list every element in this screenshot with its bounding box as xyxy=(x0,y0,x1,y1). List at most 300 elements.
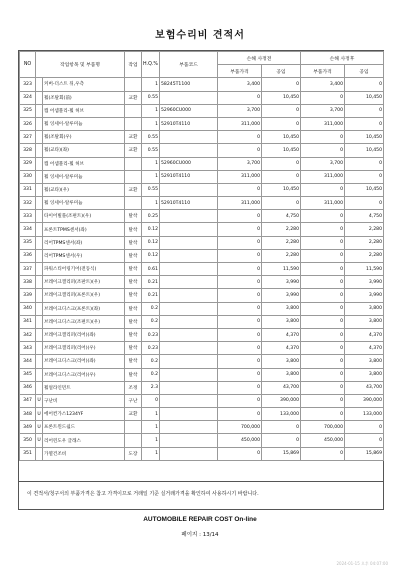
row-part-name: 캡 어셈블리-휠 허브 xyxy=(43,157,125,170)
row-hq: 1 xyxy=(142,197,160,210)
row-work xyxy=(125,157,142,170)
row-before-part-price: 0 xyxy=(218,447,262,460)
row-after-labor: 4,370 xyxy=(345,328,384,341)
row-part-name: 타이어빌플(조편트)(우) xyxy=(43,210,125,223)
row-no: 334 xyxy=(20,223,36,236)
row-after-labor: 3,800 xyxy=(345,355,384,368)
row-part-name: 브레이크디스크(조편트)(우) xyxy=(43,315,125,328)
table-row xyxy=(20,78,384,91)
table-row xyxy=(20,223,384,236)
row-before-part-price: 0 xyxy=(218,249,262,262)
row-after-part-price: 311,000 xyxy=(301,197,345,210)
row-after-labor: 2,280 xyxy=(345,223,384,236)
row-part-code xyxy=(160,421,218,434)
table-row xyxy=(20,117,384,130)
row-no: 342 xyxy=(20,328,36,341)
row-before-part-price: 0 xyxy=(218,381,262,394)
row-hq: 1 xyxy=(142,434,160,447)
row-mark xyxy=(36,197,43,210)
table-row xyxy=(20,381,384,394)
row-hq: 2.3 xyxy=(142,381,160,394)
row-work: 교환 xyxy=(125,144,142,157)
row-no: 343 xyxy=(20,342,36,355)
row-after-labor: 0 xyxy=(345,434,384,447)
row-no: 344 xyxy=(20,355,36,368)
row-before-part-price: 0 xyxy=(218,289,262,302)
row-no: 341 xyxy=(20,315,36,328)
row-part-code xyxy=(160,381,218,394)
row-after-labor: 2,280 xyxy=(345,236,384,249)
row-before-labor: 4,750 xyxy=(262,210,301,223)
row-before-labor: 10,450 xyxy=(262,144,301,157)
table-row xyxy=(20,197,384,210)
row-part-code xyxy=(160,447,218,460)
row-hq: 1 xyxy=(142,447,160,460)
row-work: 구난 xyxy=(125,394,142,407)
table-row xyxy=(20,302,384,315)
row-after-labor: 0 xyxy=(345,117,384,130)
estimate-table xyxy=(19,51,384,461)
row-before-part-price: 0 xyxy=(218,210,262,223)
row-before-labor: 4,370 xyxy=(262,328,301,341)
row-before-labor: 10,450 xyxy=(262,131,301,144)
row-part-code xyxy=(160,236,218,249)
row-work: 탈착 xyxy=(125,223,142,236)
row-work xyxy=(125,104,142,117)
row-part-name: 휠(조탈회(우) xyxy=(43,131,125,144)
row-after-labor: 4,370 xyxy=(345,342,384,355)
row-part-code xyxy=(160,394,218,407)
row-hq: 0.23 xyxy=(142,342,160,355)
row-hq: 0.2 xyxy=(142,302,160,315)
row-after-labor: 43,700 xyxy=(345,381,384,394)
table-row xyxy=(20,183,384,196)
table-row xyxy=(20,328,384,341)
row-before-labor: 43,700 xyxy=(262,381,301,394)
row-after-labor: 11,590 xyxy=(345,263,384,276)
row-before-labor: 0 xyxy=(262,104,301,117)
row-part-name: 휠얼라인먼트 xyxy=(43,381,125,394)
row-work: 교환 xyxy=(125,408,142,421)
row-mark xyxy=(36,276,43,289)
row-no: 347 xyxy=(20,394,36,407)
table-row xyxy=(20,447,384,460)
row-no: 345 xyxy=(20,368,36,381)
row-work xyxy=(125,421,142,434)
row-after-part-price: 0 xyxy=(301,328,345,341)
table-row xyxy=(20,210,384,223)
row-before-labor: 0 xyxy=(262,117,301,130)
row-before-part-price: 3,700 xyxy=(218,157,262,170)
header-after-adjustment: 손해 사정후 xyxy=(301,52,384,65)
row-before-part-price: 0 xyxy=(218,355,262,368)
row-no: 331 xyxy=(20,183,36,196)
row-hq: 0.2 xyxy=(142,368,160,381)
page-number: 페이지 : 13/14 xyxy=(181,532,219,538)
row-hq: 0.2 xyxy=(142,315,160,328)
row-before-labor: 3,800 xyxy=(262,302,301,315)
row-part-name: 브레이크디스크(프론트)(좌) xyxy=(43,302,125,315)
row-before-part-price: 0 xyxy=(218,394,262,407)
row-part-code xyxy=(160,315,218,328)
header-after-part-price: 부품가격 xyxy=(301,65,345,78)
row-work: 탈착 xyxy=(125,328,142,341)
row-part-name: 휠(조탈회(前) xyxy=(43,91,125,104)
row-after-part-price: 0 xyxy=(301,131,345,144)
row-before-part-price: 0 xyxy=(218,91,262,104)
header-after-labor: 공임 xyxy=(345,65,384,78)
row-part-code xyxy=(160,210,218,223)
row-part-code xyxy=(160,408,218,421)
row-hq: 0.2 xyxy=(142,355,160,368)
row-before-part-price: 0 xyxy=(218,144,262,157)
row-hq: 1 xyxy=(142,157,160,170)
row-before-part-price: 311,000 xyxy=(218,170,262,183)
row-before-labor: 0 xyxy=(262,421,301,434)
row-hq: 0.61 xyxy=(142,263,160,276)
row-before-part-price: 3,400 xyxy=(218,78,262,91)
row-part-name: 리어윈도우 글래스 xyxy=(43,434,125,447)
row-work xyxy=(125,197,142,210)
row-no: 351 xyxy=(20,447,36,460)
row-part-code xyxy=(160,249,218,262)
row-part-code: 52960CU000 xyxy=(160,104,218,117)
table-row xyxy=(20,289,384,302)
row-part-code xyxy=(160,263,218,276)
row-work: 탈착 xyxy=(125,302,142,315)
table-row xyxy=(20,421,384,434)
row-after-part-price: 0 xyxy=(301,210,345,223)
row-mark: U xyxy=(36,434,43,447)
row-hq: 0.12 xyxy=(142,236,160,249)
row-before-part-price: 450,000 xyxy=(218,434,262,447)
header-no: NO xyxy=(20,52,36,78)
row-work: 교환 xyxy=(125,183,142,196)
row-hq: 0.55 xyxy=(142,91,160,104)
row-part-name: 에어컨가스1234YF xyxy=(43,408,125,421)
row-part-code xyxy=(160,276,218,289)
row-mark xyxy=(36,117,43,130)
header-part-name: 작업항목 및 부품명 xyxy=(36,52,125,78)
row-no: 349 xyxy=(20,421,36,434)
row-hq: 1 xyxy=(142,170,160,183)
row-before-labor: 15,869 xyxy=(262,447,301,460)
row-mark xyxy=(36,302,43,315)
row-before-part-price: 0 xyxy=(218,368,262,381)
row-before-labor: 390,000 xyxy=(262,394,301,407)
row-part-code xyxy=(160,144,218,157)
row-work: 탈착 xyxy=(125,249,142,262)
row-after-part-price: 0 xyxy=(301,236,345,249)
table-row xyxy=(20,315,384,328)
row-hq: 0.21 xyxy=(142,289,160,302)
row-work xyxy=(125,434,142,447)
row-part-name: 리어TPMS센서(우) xyxy=(43,249,125,262)
row-part-name: 브레이크캘리퍼(리어)(좌) xyxy=(43,328,125,341)
row-before-labor: 0 xyxy=(262,197,301,210)
row-after-labor: 3,990 xyxy=(345,289,384,302)
row-after-part-price: 3,700 xyxy=(301,157,345,170)
row-after-part-price: 450,000 xyxy=(301,434,345,447)
row-work: 조정 xyxy=(125,381,142,394)
row-before-part-price: 0 xyxy=(218,315,262,328)
row-mark xyxy=(36,381,43,394)
row-work xyxy=(125,78,142,91)
row-mark xyxy=(36,328,43,341)
row-before-labor: 0 xyxy=(262,170,301,183)
row-before-part-price: 0 xyxy=(218,131,262,144)
row-work: 탈착 xyxy=(125,289,142,302)
row-before-part-price: 0 xyxy=(218,223,262,236)
row-work: 도장 xyxy=(125,447,142,460)
row-no: 326 xyxy=(20,117,36,130)
row-after-part-price: 0 xyxy=(301,276,345,289)
row-after-part-price: 311,000 xyxy=(301,170,345,183)
row-before-part-price: 0 xyxy=(218,263,262,276)
row-after-labor: 3,800 xyxy=(345,315,384,328)
row-part-name: 브레이크캘리퍼(프론트)(우) xyxy=(43,289,125,302)
row-mark xyxy=(36,157,43,170)
table-row xyxy=(20,434,384,447)
row-part-code: 52910T4110 xyxy=(160,117,218,130)
row-part-name: 파워스티어링기어(전동식) xyxy=(43,263,125,276)
table-row xyxy=(20,91,384,104)
row-after-part-price: 700,000 xyxy=(301,421,345,434)
table-row xyxy=(20,236,384,249)
row-mark xyxy=(36,210,43,223)
row-part-name: 브레이크디스크(리어)(좌) xyxy=(43,355,125,368)
row-mark xyxy=(36,144,43,157)
header-work: 작업 xyxy=(125,52,142,78)
row-after-part-price: 0 xyxy=(301,289,345,302)
row-no: 340 xyxy=(20,302,36,315)
row-before-labor: 2,280 xyxy=(262,236,301,249)
row-hq: 0.23 xyxy=(142,328,160,341)
row-before-labor: 3,990 xyxy=(262,276,301,289)
row-mark: U xyxy=(36,421,43,434)
row-hq: 0.55 xyxy=(142,131,160,144)
row-after-part-price: 0 xyxy=(301,144,345,157)
row-part-name: 가열건조비 xyxy=(43,447,125,460)
row-after-part-price: 0 xyxy=(301,315,345,328)
row-part-code xyxy=(160,368,218,381)
row-part-name: 브레이크디스크(리어)(우) xyxy=(43,368,125,381)
row-after-labor: 10,450 xyxy=(345,91,384,104)
table-row xyxy=(20,104,384,117)
row-after-labor: 0 xyxy=(345,104,384,117)
row-no: 328 xyxy=(20,144,36,157)
table-row xyxy=(20,263,384,276)
row-part-name: 휠(교타)(우) xyxy=(43,183,125,196)
row-mark: U xyxy=(36,408,43,421)
row-before-labor: 2,280 xyxy=(262,223,301,236)
row-part-code: 52910T4110 xyxy=(160,197,218,210)
row-after-part-price: 0 xyxy=(301,355,345,368)
table-row xyxy=(20,408,384,421)
row-mark xyxy=(36,170,43,183)
row-before-labor: 3,800 xyxy=(262,355,301,368)
row-hq: 1 xyxy=(142,421,160,434)
row-after-labor: 133,000 xyxy=(345,408,384,421)
row-work xyxy=(125,170,142,183)
row-after-part-price: 0 xyxy=(301,183,345,196)
row-mark xyxy=(36,263,43,276)
row-part-code xyxy=(160,289,218,302)
row-part-code xyxy=(160,434,218,447)
row-part-code xyxy=(160,302,218,315)
row-part-code: 52910T4110 xyxy=(160,170,218,183)
row-after-labor: 3,990 xyxy=(345,276,384,289)
row-work: 탈착 xyxy=(125,236,142,249)
row-work xyxy=(125,117,142,130)
row-no: 323 xyxy=(20,78,36,91)
row-part-name: 구난비 xyxy=(43,394,125,407)
row-no: 329 xyxy=(20,157,36,170)
header-before-labor: 공임 xyxy=(262,65,301,78)
row-hq: 0.55 xyxy=(142,183,160,196)
row-before-part-price: 3,700 xyxy=(218,104,262,117)
row-before-part-price: 0 xyxy=(218,302,262,315)
row-mark xyxy=(36,91,43,104)
table-row xyxy=(20,342,384,355)
footer-brand: AUTOMOBILE REPAIR COST On-line xyxy=(143,516,257,523)
row-no: 336 xyxy=(20,249,36,262)
row-part-code xyxy=(160,91,218,104)
row-mark xyxy=(36,447,43,460)
row-after-part-price: 0 xyxy=(301,447,345,460)
row-no: 348 xyxy=(20,408,36,421)
price-notice: 이 견적서/청구서의 부품가격은 참고 가격이므로 거래일 기준 실거래가격을 확인하여 사용하시기 바랍니다. xyxy=(19,481,383,511)
row-after-part-price: 3,400 xyxy=(301,78,345,91)
row-part-code xyxy=(160,131,218,144)
table-row xyxy=(20,170,384,183)
row-before-labor: 0 xyxy=(262,78,301,91)
row-hq: 1 xyxy=(142,408,160,421)
row-mark xyxy=(36,78,43,91)
row-after-part-price: 0 xyxy=(301,381,345,394)
row-before-labor: 3,990 xyxy=(262,289,301,302)
row-no: 350 xyxy=(20,434,36,447)
row-part-code xyxy=(160,342,218,355)
row-part-code xyxy=(160,183,218,196)
row-after-part-price: 0 xyxy=(301,263,345,276)
row-before-labor: 10,450 xyxy=(262,91,301,104)
row-no: 325 xyxy=(20,104,36,117)
header-before-part-price: 부품가격 xyxy=(218,65,262,78)
row-no: 335 xyxy=(20,236,36,249)
row-before-part-price: 0 xyxy=(218,328,262,341)
row-mark xyxy=(36,223,43,236)
row-before-part-price: 311,000 xyxy=(218,197,262,210)
row-work: 교환 xyxy=(125,91,142,104)
row-work: 탈착 xyxy=(125,342,142,355)
row-mark xyxy=(36,355,43,368)
row-part-name: 브레이크캘리퍼(조판트)(우) xyxy=(43,276,125,289)
row-no: 327 xyxy=(20,131,36,144)
row-before-labor: 133,000 xyxy=(262,408,301,421)
row-mark xyxy=(36,342,43,355)
row-hq: 0 xyxy=(142,394,160,407)
row-after-labor: 10,450 xyxy=(345,131,384,144)
row-part-name: 커버-더스트 뒤,우측 xyxy=(43,78,125,91)
row-before-labor: 4,370 xyxy=(262,342,301,355)
row-after-labor: 2,280 xyxy=(345,249,384,262)
row-part-name: 리어TPMS센서(좌) xyxy=(43,236,125,249)
row-no: 346 xyxy=(20,381,36,394)
estimate-frame xyxy=(18,50,384,510)
row-after-labor: 4,750 xyxy=(345,210,384,223)
row-after-part-price: 0 xyxy=(301,302,345,315)
row-hq: 0.12 xyxy=(142,249,160,262)
row-before-part-price: 0 xyxy=(218,342,262,355)
row-mark xyxy=(36,236,43,249)
row-work: 탈착 xyxy=(125,315,142,328)
row-after-labor: 0 xyxy=(345,157,384,170)
row-before-labor: 3,800 xyxy=(262,315,301,328)
row-after-part-price: 3,700 xyxy=(301,104,345,117)
row-before-part-price: 700,000 xyxy=(218,421,262,434)
row-no: 333 xyxy=(20,210,36,223)
row-after-labor: 3,800 xyxy=(345,302,384,315)
table-row xyxy=(20,144,384,157)
row-mark xyxy=(36,315,43,328)
row-mark xyxy=(36,368,43,381)
row-after-labor: 390,000 xyxy=(345,394,384,407)
row-after-part-price: 0 xyxy=(301,223,345,236)
row-before-part-price: 0 xyxy=(218,408,262,421)
row-after-part-price: 0 xyxy=(301,408,345,421)
table-row xyxy=(20,131,384,144)
header-part-code: 부품코드 xyxy=(160,52,218,78)
row-after-labor: 0 xyxy=(345,421,384,434)
row-work: 탈착 xyxy=(125,355,142,368)
header-hq: H.Q.% xyxy=(142,52,160,78)
row-part-name: 프론트TPMS센서(좌) xyxy=(43,223,125,236)
row-mark xyxy=(36,104,43,117)
row-before-labor: 0 xyxy=(262,157,301,170)
row-part-code xyxy=(160,328,218,341)
row-after-labor: 10,450 xyxy=(345,183,384,196)
row-work: 탈착 xyxy=(125,276,142,289)
table-row xyxy=(20,394,384,407)
print-timestamp: 2024-01-15 오후 04:07:00 xyxy=(336,561,388,566)
row-part-code: 52960CU000 xyxy=(160,157,218,170)
row-no: 332 xyxy=(20,197,36,210)
row-hq: 1 xyxy=(142,117,160,130)
row-before-part-price: 0 xyxy=(218,276,262,289)
row-hq: 1 xyxy=(142,78,160,91)
row-hq: 0.21 xyxy=(142,276,160,289)
row-work: 교환 xyxy=(125,131,142,144)
row-no: 338 xyxy=(20,276,36,289)
row-after-labor: 0 xyxy=(345,197,384,210)
row-after-labor: 0 xyxy=(345,170,384,183)
table-row xyxy=(20,355,384,368)
row-mark: U xyxy=(36,394,43,407)
row-after-labor: 15,869 xyxy=(345,447,384,460)
row-hq: 0.55 xyxy=(142,144,160,157)
row-mark xyxy=(36,249,43,262)
row-before-part-price: 311,000 xyxy=(218,117,262,130)
row-mark xyxy=(36,289,43,302)
row-hq: 1 xyxy=(142,104,160,117)
row-part-code xyxy=(160,223,218,236)
row-after-part-price: 0 xyxy=(301,91,345,104)
row-part-name: 휠(교타)(좌) xyxy=(43,144,125,157)
row-part-name: 캡 어셈블리-휠 허브 xyxy=(43,104,125,117)
row-hq: 0.25 xyxy=(142,210,160,223)
row-part-code xyxy=(160,355,218,368)
